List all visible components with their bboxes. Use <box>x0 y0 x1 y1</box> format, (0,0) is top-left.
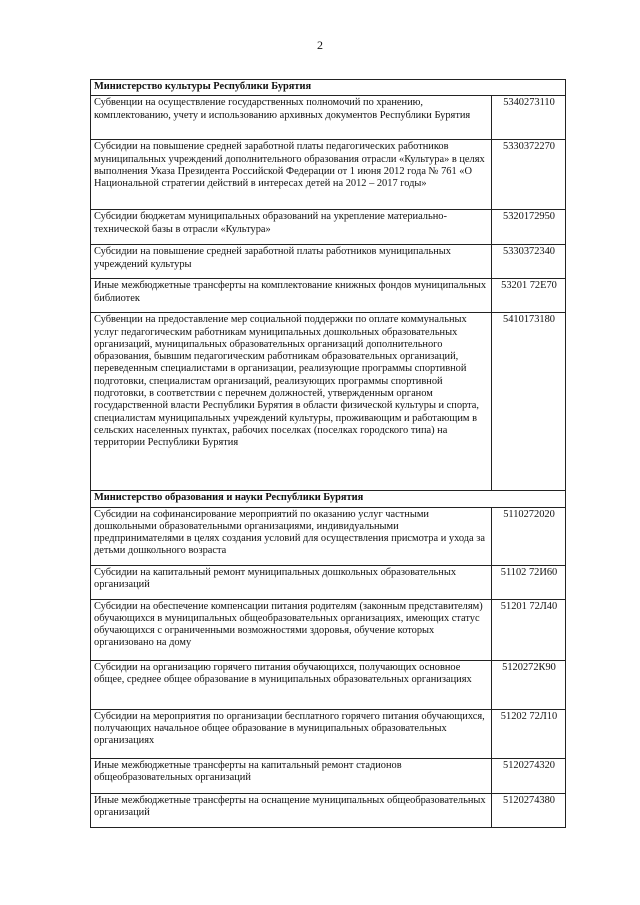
budget-code: 5120272К90 <box>492 660 566 709</box>
section-title: Министерство культуры Республики Бурятия <box>91 80 566 96</box>
budget-code: 5330372270 <box>492 140 566 210</box>
budget-codes-table <box>90 79 566 828</box>
table-row <box>91 660 566 709</box>
budget-code: 5110272020 <box>492 507 566 565</box>
subsidy-name <box>91 758 492 793</box>
subsidy-name <box>91 599 492 660</box>
budget-code: 51202 72Л10 <box>492 709 566 758</box>
subsidy-name-text: Субсидии на софинансирование мероприятий по оказанию услуг частными дошкольными образовательными организациями, индивидуальными предпринимателями в целях создания условий для осуществления присмотра и ухода за детьми дошкольного возраста <box>94 508 485 557</box>
budget-code: 5120274320 <box>492 758 566 793</box>
section-header-row <box>91 491 566 507</box>
subsidy-name <box>91 96 492 140</box>
subsidy-name-text: Иные межбюджетные трансферты на оснащение муниципальных общеобразовательных организаций <box>94 794 486 818</box>
table-row <box>91 245 566 279</box>
subsidy-name <box>91 279 492 313</box>
page-number: 2 <box>317 38 323 52</box>
subsidy-name-text: Субсидии на повышение средней заработной платы работников муниципальных учреждений культуры <box>94 246 451 270</box>
subsidy-name-text: Субсидии на организацию горячего питания обучающихся, получающих основное общее, среднее общее образование в муниципальных образовательных организациях <box>94 661 472 685</box>
budget-code: 5120274380 <box>492 793 566 827</box>
table-row <box>91 599 566 660</box>
table-row <box>91 793 566 827</box>
subsidy-name <box>91 507 492 565</box>
table-row <box>91 313 566 491</box>
subsidy-name-text: Субсидии на повышение средней заработной платы педагогических работников муниципальных учреждений дополнительного образования отрасли «Культура» в целях выполнения Указа Президента Российской Федерации от 1 июня 2012 года № 761 «О Национальной стратегии действий в интересах детей на 2012 – 2017 годы» <box>94 141 485 190</box>
table-row <box>91 210 566 245</box>
subsidy-name-text: Субсидии на мероприятия по организации бесплатного горячего питания обучающихся, получающих начальное общее образование в муниципальных образовательных организациях <box>94 710 485 747</box>
subsidy-name-text: Субсидии на обеспечение компенсации питания родителям (законным представителям) обучающихся в муниципальных общеобразовательных организациях, имеющих статус обучающихся с ограниченными возможностями здоровья, обучение которых организовано на дому <box>94 600 483 649</box>
subsidy-name <box>91 313 492 491</box>
subsidy-name <box>91 793 492 827</box>
table-row <box>91 758 566 793</box>
subsidy-name <box>91 709 492 758</box>
subsidy-name-text: Субсидии на капитальный ремонт муниципальных дошкольных образовательных организаций <box>94 566 457 590</box>
table-row <box>91 709 566 758</box>
subsidy-name-text: Субсидии бюджетам муниципальных образований на укрепление материально-технической базы в отрасли «Культура» <box>94 211 447 235</box>
budget-code: 53201 72Е70 <box>492 279 566 313</box>
budget-code: 51102 72И60 <box>492 565 566 599</box>
subsidy-name <box>91 660 492 709</box>
section-header-row <box>91 80 566 96</box>
budget-code: 5340273110 <box>492 96 566 140</box>
table-row <box>91 507 566 565</box>
table-row <box>91 279 566 313</box>
table-row <box>91 96 566 140</box>
subsidy-name-text: Иные межбюджетные трансферты на комплектование книжных фондов муниципальных библиотек <box>94 280 487 304</box>
budget-code: 5410173180 <box>492 313 566 491</box>
subsidy-name-text: Субвенции на осуществление государственных полномочий по хранению, комплектованию, учету и использованию архивных документов Республики Бурятия <box>94 97 471 121</box>
budget-code: 51201 72Л40 <box>492 599 566 660</box>
budget-code: 5330372340 <box>492 245 566 279</box>
section-title: Министерство образования и науки Республики Бурятия <box>91 491 566 507</box>
subsidy-name <box>91 140 492 210</box>
subsidy-name <box>91 565 492 599</box>
table-row <box>91 565 566 599</box>
subsidy-name-text: Иные межбюджетные трансферты на капитальный ремонт стадионов общеобразовательных организаций <box>94 759 402 783</box>
subsidy-name <box>91 245 492 279</box>
budget-code: 5320172950 <box>492 210 566 245</box>
subsidy-name <box>91 210 492 245</box>
subsidy-name-text: Субвенции на предоставление мер социальной поддержки по оплате коммунальных услуг педагогическим работникам муниципальных дошкольных образовательных организаций, муниципальных образовательных организаций дополнительного образования, бывшим педагогическим работникам образовательных организаций, переведенным специалистами в организации, реализующие программы спортивной подготовки, специалистам организаций, реализующих программы спортивной подготовки, в соответствии с перечнем должностей, утвержденным органом государственной власти Республики Бурятия в области физической культуры и спорта, специалистам муниципальных учреждений культуры, проживающим и работающим в сельских населенных пунктах, рабочих поселках (поселках городского типа) на территории Республики Бурятия <box>94 314 479 449</box>
table-row <box>91 140 566 210</box>
